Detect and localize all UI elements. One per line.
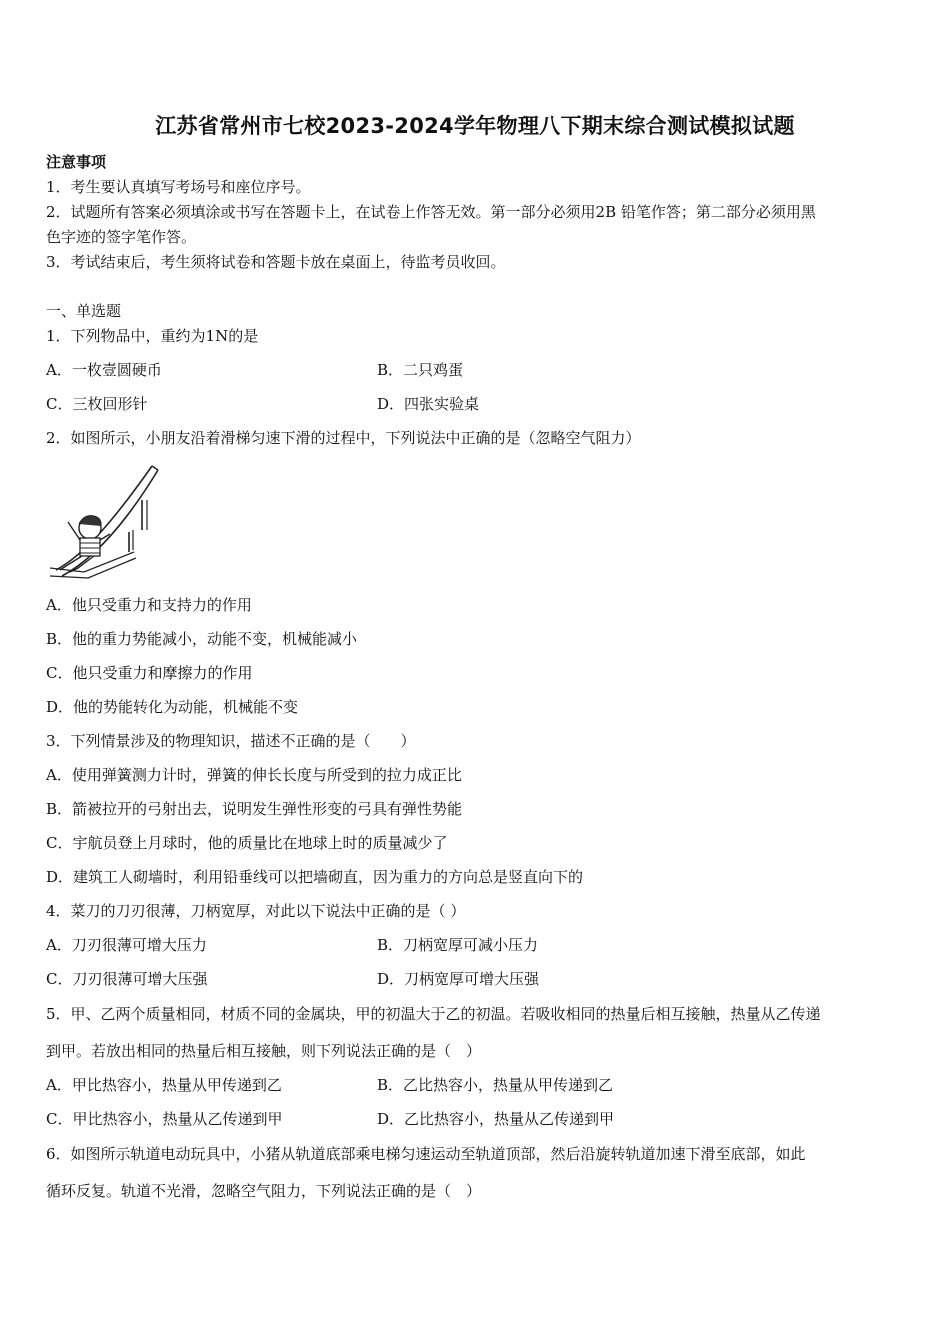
question-4-option-a: A．刀刃很薄可增大压力 xyxy=(46,936,207,954)
notice-item-1: 1．考生要认真填写考场号和座位序号。 xyxy=(46,178,311,196)
question-5-stem: 5．甲、乙两个质量相同，材质不同的金属块，甲的初温大于乙的初温。若吸收相同的热量后相互接触，热量从乙传递 xyxy=(46,1005,821,1023)
slide-illustration xyxy=(44,460,168,582)
page-title: 江苏省常州市七校2023-2024学年物理八下期末综合测试模拟试题 xyxy=(155,114,795,138)
question-1-option-b: B．二只鸡蛋 xyxy=(377,361,464,379)
question-4-option-c: C．刀刃很薄可增大压强 xyxy=(46,970,208,988)
question-1-stem: 1．下列物品中，重约为1N的是 xyxy=(46,327,259,345)
question-5-option-d: D．乙比热容小，热量从乙传递到甲 xyxy=(377,1110,615,1128)
question-2-option-d: D．他的势能转化为动能，机械能不变 xyxy=(46,698,299,716)
question-5-stem-cont: 到甲。若放出相同的热量后相互接触，则下列说法正确的是（ ） xyxy=(46,1042,482,1060)
notice-item-2: 2．试题所有答案必须填涂或书写在答题卡上，在试卷上作答无效。第一部分必须用2B 铅笔作答；第二部分必须用黑 xyxy=(46,203,816,221)
question-4-stem: 4．菜刀的刀刃很薄，刀柄宽厚，对此以下说法中正确的是（ ） xyxy=(46,902,466,920)
question-4-option-d: D．刀柄宽厚可增大压强 xyxy=(377,970,540,988)
question-1-option-a: A．一枚壹圆硬币 xyxy=(46,361,162,379)
question-2-option-a: A．他只受重力和支持力的作用 xyxy=(46,596,252,614)
question-6-stem-cont: 循环反复。轨道不光滑，忽略空气阻力，下列说法正确的是（ ） xyxy=(46,1182,482,1200)
question-5-option-a: A．甲比热容小，热量从甲传递到乙 xyxy=(46,1076,282,1094)
question-6-stem: 6．如图所示轨道电动玩具中，小猪从轨道底部乘电梯匀速运动至轨道顶部，然后沿旋转轨道加速下滑至底部，如此 xyxy=(46,1145,806,1163)
question-5-option-b: B．乙比热容小，热量从甲传递到乙 xyxy=(377,1076,614,1094)
question-4-option-b: B．刀柄宽厚可减小压力 xyxy=(377,936,539,954)
question-3-stem: 3．下列情景涉及的物理知识，描述不正确的是（ ） xyxy=(46,732,416,750)
notice-heading: 注意事项 xyxy=(46,153,107,171)
question-1-option-c: C．三枚回形针 xyxy=(46,395,148,413)
question-3-option-a: A．使用弹簧测力计时，弹簧的伸长长度与所受到的拉力成正比 xyxy=(46,766,462,784)
section-heading: 一、单选题 xyxy=(46,302,122,320)
question-2-stem: 2．如图所示，小朋友沿着滑梯匀速下滑的过程中，下列说法中正确的是（忽略空气阻力） xyxy=(46,429,641,447)
question-5-option-c: C．甲比热容小，热量从乙传递到甲 xyxy=(46,1110,283,1128)
question-1-option-d: D．四张实验桌 xyxy=(377,395,480,413)
notice-item-2-cont: 色字迹的签字笔作答。 xyxy=(46,228,197,246)
notice-item-3: 3．考试结束后，考生须将试卷和答题卡放在桌面上，待监考员收回。 xyxy=(46,253,506,271)
question-2-option-c: C．他只受重力和摩擦力的作用 xyxy=(46,664,253,682)
question-3-option-b: B．箭被拉开的弓射出去，说明发生弹性形变的弓具有弹性势能 xyxy=(46,800,463,818)
question-2-option-b: B．他的重力势能减小，动能不变，机械能减小 xyxy=(46,630,358,648)
question-3-option-c: C．宇航员登上月球时，他的质量比在地球上时的质量减少了 xyxy=(46,834,448,852)
question-3-option-d: D．建筑工人砌墙时，利用铅垂线可以把墙砌直，因为重力的方向总是竖直向下的 xyxy=(46,868,584,886)
